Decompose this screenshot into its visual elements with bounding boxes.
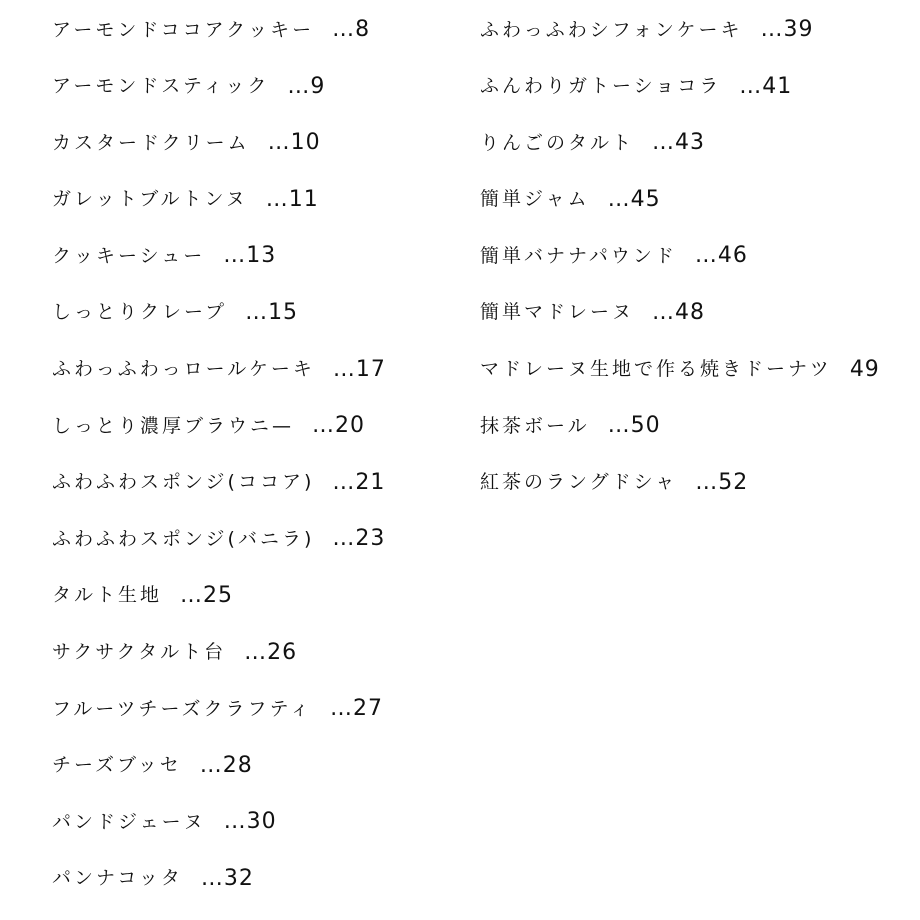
entry-title: 簡単バナナパウンド	[480, 244, 677, 267]
toc-entry	[480, 236, 880, 276]
toc-entry	[480, 350, 880, 390]
entry-page: …27	[330, 696, 384, 722]
entry-page: …45	[607, 186, 661, 212]
entry-page: …48	[652, 299, 706, 325]
entry-page: …20	[312, 413, 366, 439]
entry-title: 抹茶ボール	[480, 414, 590, 437]
entry-page: …9	[287, 73, 326, 99]
entry-title: ふんわりガトーショコラ	[480, 75, 722, 98]
entry-page: …46	[694, 243, 748, 269]
entry-title: しっとりクレープ	[52, 301, 228, 324]
entry-page: …52	[695, 469, 749, 495]
entry-page: …15	[245, 299, 299, 325]
toc-entry	[52, 463, 386, 503]
entry-page: …13	[223, 243, 277, 269]
entry-title: サクサクタルト台	[52, 641, 227, 664]
entry-title: パンドジェーヌ	[52, 810, 206, 833]
toc-entry	[52, 123, 386, 163]
toc-entry	[52, 859, 386, 899]
entry-page: …43	[652, 130, 706, 156]
entry-page: …10	[267, 130, 321, 156]
entry-title: アーモンドココアクッキー	[52, 18, 315, 41]
toc-right-column	[480, 10, 880, 519]
entry-title: フルーツチーズクラフティ	[52, 697, 313, 720]
toc-entry	[480, 406, 880, 446]
entry-title: 簡単マドレーヌ	[480, 301, 635, 324]
toc-entry	[480, 293, 880, 333]
toc-entry	[52, 293, 386, 333]
entry-title: パンナコッタ	[52, 867, 183, 890]
toc-entry	[480, 180, 880, 220]
entry-title: ふわっふわっロールケーキ	[52, 358, 315, 381]
toc-entry	[480, 463, 880, 503]
toc-entry	[52, 576, 386, 616]
entry-page: …11	[265, 186, 319, 212]
entry-title: ガレットブルトンヌ	[52, 188, 248, 211]
toc-entry	[52, 519, 386, 559]
toc-entry	[52, 180, 386, 220]
toc-entry	[52, 236, 386, 276]
entry-title: ふわふわスポンジ(バニラ)	[52, 527, 315, 550]
entry-title: ふわふわスポンジ(ココア)	[52, 471, 315, 494]
entry-page: 49	[849, 356, 880, 382]
toc-entry	[52, 802, 386, 842]
entry-page: …39	[760, 17, 814, 42]
entry-title: チーズブッセ	[52, 754, 182, 777]
toc-entry	[480, 123, 880, 163]
entry-title: アーモンドスティック	[52, 75, 270, 98]
toc-entry	[52, 746, 386, 786]
entry-page: …23	[332, 526, 386, 552]
entry-title: クッキーシュー	[52, 244, 206, 267]
entry-title: りんごのタルト	[480, 131, 635, 154]
entry-title: マドレーヌ生地で作る焼きドーナツ	[480, 358, 832, 381]
entry-title: しっとり濃厚ブラウニ—	[52, 414, 295, 437]
entry-title: タルト生地	[52, 584, 163, 607]
toc-entry	[52, 67, 386, 107]
toc-entry	[480, 67, 880, 107]
entry-title: 簡単ジャム	[480, 188, 590, 211]
entry-title: ふわっふわシフォンケーキ	[480, 18, 743, 41]
toc-entry	[52, 689, 386, 729]
entry-page: …21	[332, 469, 386, 495]
entry-page: …17	[332, 356, 386, 382]
toc-entry	[52, 10, 386, 50]
entry-page: …25	[180, 582, 234, 608]
entry-page: …30	[223, 809, 277, 835]
entry-page: …32	[200, 865, 254, 891]
toc-entry	[52, 406, 386, 446]
entry-title: カスタードクリーム	[52, 131, 250, 154]
toc-entry	[52, 633, 386, 673]
toc-entry	[52, 350, 386, 390]
entry-page: …28	[199, 752, 253, 778]
toc-left-column	[52, 10, 386, 916]
entry-page: …8	[332, 17, 371, 42]
entry-page: …26	[244, 639, 298, 665]
toc-entry	[480, 10, 880, 50]
entry-title: 紅茶のラングドシャ	[480, 471, 678, 494]
entry-page: …50	[607, 413, 661, 439]
entry-page: …41	[739, 73, 793, 99]
